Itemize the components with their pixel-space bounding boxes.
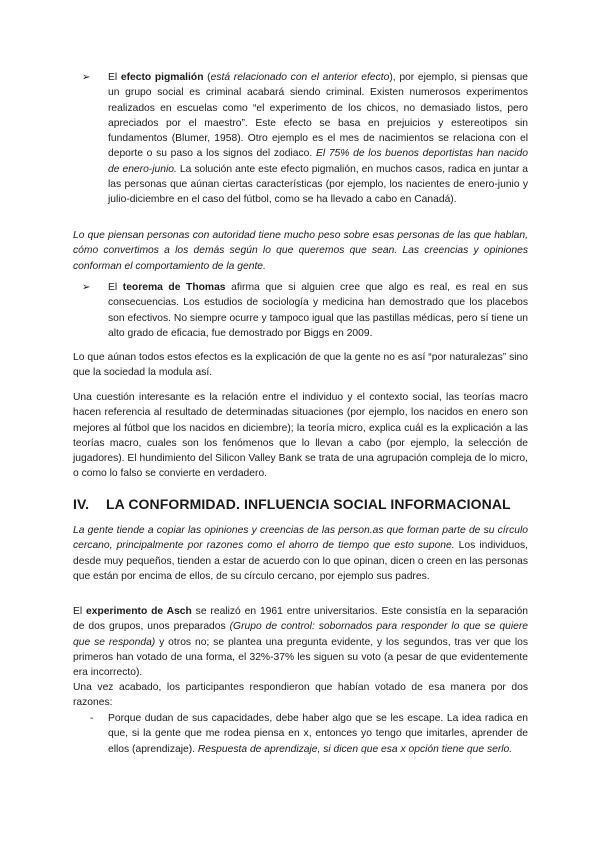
dash-bullet-marker: - xyxy=(90,713,94,724)
arrow-bullet-icon: ➢ xyxy=(82,282,91,293)
bullet-efecto-pigmalion: ➢ El efecto pigmalión (está relacionado con el anterior efecto), por ejemplo, si piensas que un grupo social es criminal acabará siendo criminal. Existen numerosos experimentos realizados en escuelas como “el experimento de los chicos, no demasiado listos, pero apreciados por el maestro”. Este efecto se basa en prejuicios y estereotipos sin fundamentos (Blumer, 1958). Otro ejemplo es el mes de nacimientos se relaciona con el deporte o su paso a los signos del zodiaco. El 75% de los buenos deportistas han nacido de enero-junio. La solución ante este efecto pigmalión, en muchos casos, radica en juntar a las personas que aúnan ciertas características (por ejemplo, los nacientes de enero-junio y julio-diciembre en el caso del fútbol, como se ha llevado a cabo en Canadá). xyxy=(82,72,528,206)
term-efecto-pigmalion: efecto pigmalión xyxy=(120,72,204,83)
section-heading xyxy=(73,496,533,512)
paragraph-macro-micro: Una cuestión interesante es la relación entre el individuo y el contexto social, las teorías macro hacen referencia al resultado de determinadas situaciones (por ejemplo, los nacidos en enero son mejores al fútbol que los nacidos en diciembre); la teoría micro, explica cuál es la explicación a las teorías macro, cuales son los fenómenos que lo llevan a cabo (por ejemplo, la selección de jugadores). El hundimiento del Silicon Valley Bank se trata de una agrupación compleja de lo micro, o como lo falso se convierte en verdadero. xyxy=(73,392,528,480)
paragraph-razones: Una vez acabado, los participantes respondieron que habían votado de esa manera por dos razones: xyxy=(73,682,528,709)
term-experimento-asch: experimento de Asch xyxy=(86,606,192,617)
section-number: IV. xyxy=(73,496,90,512)
section-title: LA CONFORMIDAD. INFLUENCIA SOCIAL INFORMACIONAL xyxy=(106,496,511,512)
paragraph-experimento-asch: El experimento de Asch se realizó en 1961 entre universitarios. Este consistía en la separación de dos grupos, unos preparados (Grupo de control: sobornados para responder lo que se quiere que se responda) y otros no; se plantea una pregunta evidente, y los segundos, tras ver que los primeros han votado de una forma, el 32%-37% les siguen su voto (a pesar de que evidentemente era incorrecto). xyxy=(73,606,529,679)
term-teorema-thomas: teorema de Thomas xyxy=(122,282,226,293)
bullet-teorema-thomas: ➢ El teorema de Thomas afirma que si alguien cree que algo es real, es real en sus consecuencias. Los estudios de sociología y medicina han demostrado que los placebos son efectivos. No siempre ocurre y tampoco igual que las pastillas médicas, pero sí tiene un alto grado de eficacia, fue demostrado por Biggs en 2009. xyxy=(82,282,528,339)
paragraph-efectos: Lo que aúnan todos estos efectos es la explicación de que la gente no es así “por naturalezas” sino que la sociedad la modula así. xyxy=(73,352,528,379)
arrow-bullet-icon: ➢ xyxy=(82,72,91,83)
italic-paragraph-autoridad: Lo que piensan personas con autoridad tiene mucho peso sobre esas personas de las que hablan, cómo convertimos a los demás según lo que queremos que sean. Las creencias y opiniones conforman el comportamiento de la gente. xyxy=(73,230,528,272)
paragraph-conformidad: La gente tiende a copiar las opiniones y creencias de las person.as que forman parte de su círculo cercano, principalmente por razones como el ahorro de tiempo que esto supone. Los individuos, desde muy pequeños, tienden a estar de acuerdo con lo que opinan, dicen o creen en las personas que están por encima de ellos, de su círculo cercano, por ejemplo sus padres. xyxy=(73,525,528,582)
dash-bullet-capacidades: - Porque dudan de sus capacidades, debe haber algo que se les escape. La idea radica en que, si la gente que me rodea piensa en x, entonces yo tengo que imitarles, aprender de ellos (aprendizaje). Respuesta de aprendizaje, si dicen que esa x opción tiene que serlo. xyxy=(90,713,528,755)
